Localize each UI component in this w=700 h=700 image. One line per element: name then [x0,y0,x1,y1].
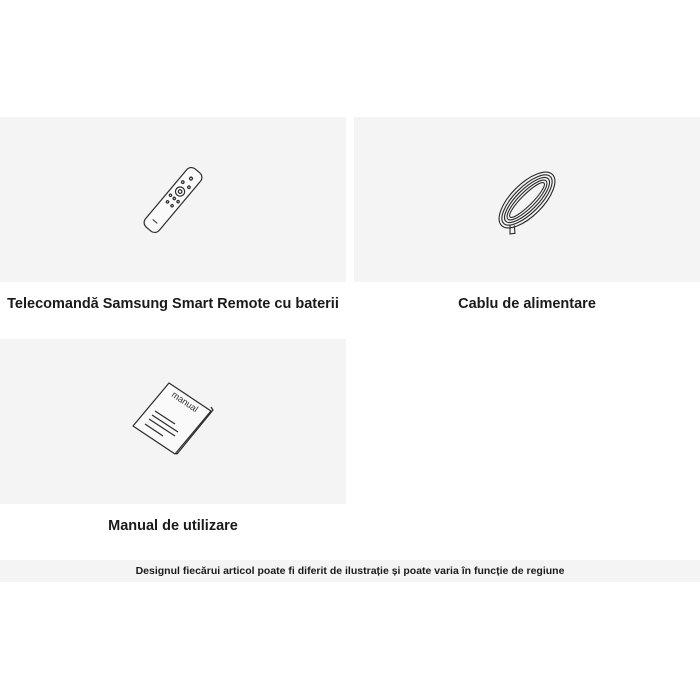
cable-tile [354,117,700,282]
manual-icon-label: manual [169,388,200,414]
remote-control-icon [128,160,218,240]
remote-caption: Telecomandă Samsung Smart Remote cu baterii [7,296,339,312]
disclaimer-bar [0,560,700,582]
power-cable-icon [482,160,572,240]
manual-icon [123,382,223,462]
disclaimer-text: Designul fiecărui articol poate fi diferit de ilustrație și poate varia în funcție de regiune [135,565,565,577]
cable-caption: Cablu de alimentare [458,296,596,312]
remote-tile [0,117,346,282]
manual-tile [0,339,346,504]
manual-caption: Manual de utilizare [108,518,238,534]
